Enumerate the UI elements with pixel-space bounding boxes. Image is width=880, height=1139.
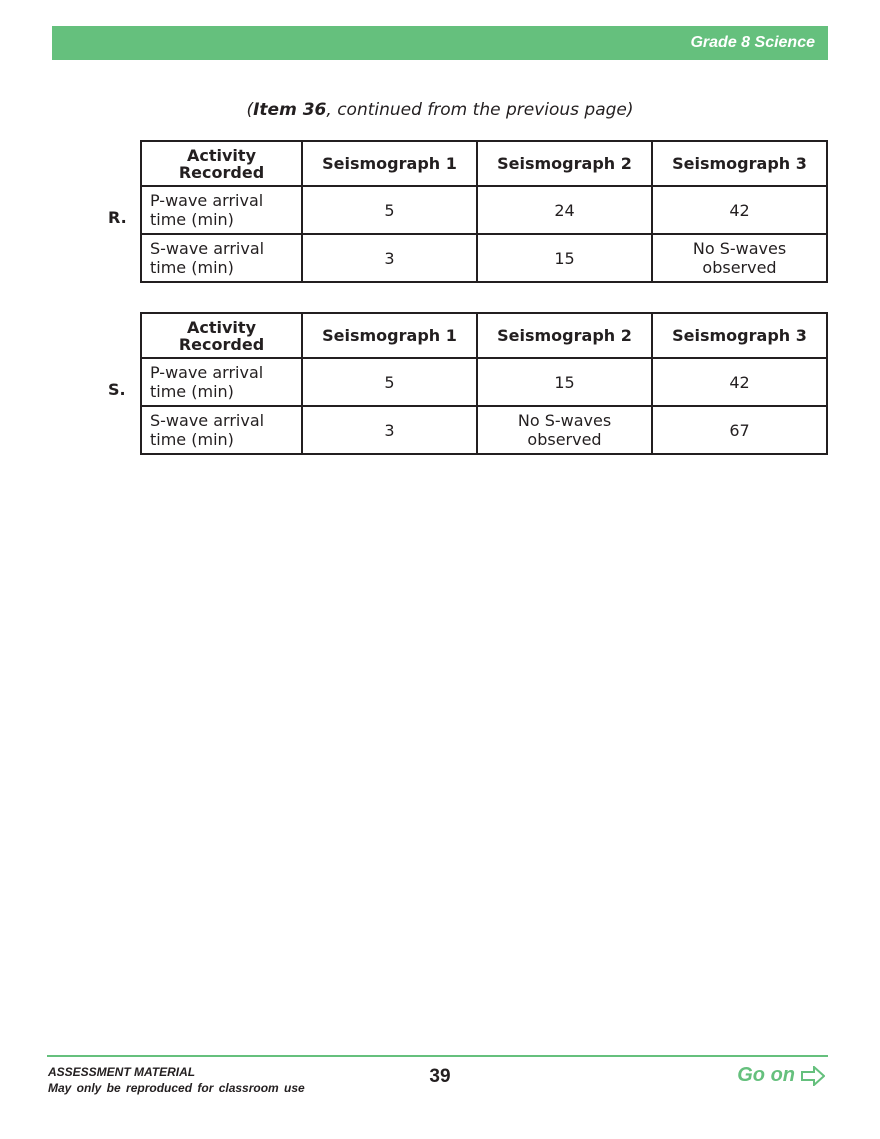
col-header: Seismograph 3: [652, 141, 827, 186]
col-header: Seismograph 1: [302, 313, 477, 358]
cell: 5: [302, 358, 477, 406]
table-option-s: [140, 312, 828, 455]
subject-title: Grade 8 Science: [690, 34, 815, 51]
cell: 3: [302, 406, 477, 454]
cell: No S-waves observed: [477, 406, 652, 454]
cell: 42: [652, 358, 827, 406]
col-header: Activity Recorded: [141, 141, 302, 186]
option-label-r: R.: [108, 208, 127, 227]
arrow-right-icon: [801, 1066, 825, 1086]
row-label: P-wave arrival time (min): [141, 358, 302, 406]
col-header: Activity Recorded: [141, 313, 302, 358]
page-number: 39: [429, 1066, 451, 1087]
table-row: [141, 406, 827, 454]
row-label: S-wave arrival time (min): [141, 234, 302, 282]
footer-divider: [47, 1055, 828, 1057]
table-header-row: [141, 141, 827, 186]
col-header: Seismograph 2: [477, 141, 652, 186]
row-label: P-wave arrival time (min): [141, 186, 302, 234]
header-banner: [52, 26, 828, 60]
continued-note: (Item 36, continued from the previous page): [246, 100, 634, 120]
row-label: S-wave arrival time (min): [141, 406, 302, 454]
cell: 42: [652, 186, 827, 234]
table-option-r: [140, 140, 828, 283]
cell: 15: [477, 358, 652, 406]
cell: 5: [302, 186, 477, 234]
cell: 3: [302, 234, 477, 282]
footer-assessment: ASSESSMENT MATERIAL: [48, 1065, 196, 1079]
option-label-s: S.: [108, 380, 126, 399]
go-on: Go on: [737, 1064, 825, 1087]
col-header: Seismograph 2: [477, 313, 652, 358]
footer-notice: May only be reproduced for classroom use: [48, 1081, 305, 1095]
cell: 15: [477, 234, 652, 282]
col-header: Seismograph 1: [302, 141, 477, 186]
table-row: [141, 186, 827, 234]
cell: 24: [477, 186, 652, 234]
cell: No S-waves observed: [652, 234, 827, 282]
table-row: [141, 358, 827, 406]
table-header-row: [141, 313, 827, 358]
item-number: Item 36: [253, 100, 327, 120]
col-header: Seismograph 3: [652, 313, 827, 358]
cell: 67: [652, 406, 827, 454]
table-row: [141, 234, 827, 282]
